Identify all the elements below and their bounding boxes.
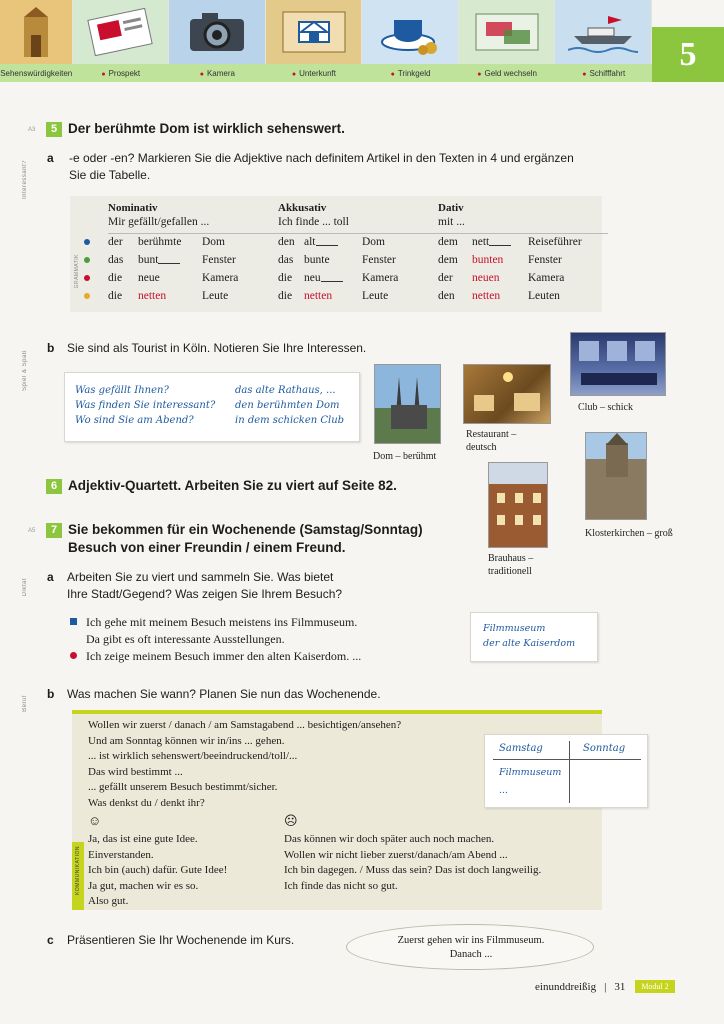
task-5b-instruction: Sie sind als Tourist in Köln. Notieren Sie Ihre Interessen. — [67, 341, 367, 355]
column-header-nominativ: Nominativ — [108, 201, 158, 214]
boat-trip-illustration — [555, 0, 652, 64]
category-caption: Sehenswürdigkeiten — [0, 68, 73, 78]
task-7c-instruction-block — [47, 932, 294, 949]
negative-phrases: Das können wir doch später auch noch machen. Wollen wir nicht lieber zuerst/danach/am Abend ... Ich bin dagegen. / Muss das sein? Das ist doch langweilig. Ich finde das nicht so gut. — [284, 833, 542, 892]
tip-illustration — [362, 0, 459, 64]
task-5a-instruction: -e oder -en? Markieren Sie die Adjektive nach definitem Artikel in den Texten in 4 und ergänzen Sie die Tabelle. — [69, 151, 574, 182]
grammar-table — [84, 200, 608, 305]
category-caption: ● Geld wechseln — [477, 68, 537, 78]
grammar-tag: GRAMMATIK — [74, 254, 80, 289]
task-7-title-line1: Sie bekommen für ein Wochenende (Samstag/Sonntag) — [68, 522, 423, 537]
sights-illustration — [0, 0, 73, 64]
task-number-badge: 5 — [46, 122, 62, 137]
subtask-label: a — [47, 570, 54, 584]
task-7b-instruction-block — [47, 686, 381, 703]
task-6-heading — [46, 478, 397, 494]
fill-blank[interactable] — [316, 236, 338, 246]
task-7c-instruction: Präsentieren Sie Ihr Wochenende im Kurs. — [67, 933, 295, 947]
table-row: die neue Kamera die neu Kamera der neuen Kamera — [84, 269, 608, 287]
schedule-divider — [493, 759, 641, 760]
speech-bubble — [346, 924, 594, 970]
column-header-akkusativ: Akkusativ — [278, 201, 327, 214]
margin-reference: A5 — [28, 528, 36, 534]
planning-phrases: Wollen wir zuerst / danach / am Samstagabend ... besichtigen/ansehen? Und am Sonntag können wir in/ins ... gehen. ... ist wirklich sehenswert/beeindruckend/toll/... Das wird bestimmt ... ... gefällt unserem Besuch bestimmt/sicher. Was denkst du / denkt ihr? — [88, 719, 402, 809]
category-caption: ● Schifffahrt — [582, 68, 626, 78]
note-questions: Was gefällt Ihnen? Was finden Sie interessant? Wo sind Sie am Abend? — [75, 385, 216, 426]
task-7-heading — [46, 521, 423, 557]
weekend-schedule-note — [484, 734, 648, 808]
speech-bubble-text: Zuerst gehen wir ins Filmmuseum. Danach ... — [397, 935, 545, 960]
module-tag: Modul 2 — [635, 980, 674, 993]
club-photo — [570, 332, 666, 396]
subtask-label: b — [47, 687, 55, 701]
fill-blank[interactable] — [321, 272, 343, 282]
subtask-label: c — [47, 933, 54, 947]
accommodation-illustration — [266, 0, 363, 64]
fill-blank[interactable] — [489, 236, 511, 246]
photo-caption: Club – schick — [578, 402, 633, 413]
plural-dot-icon — [84, 293, 90, 299]
task-7a-instruction-block — [47, 569, 342, 603]
task-6-title: Adjektiv-Quartett. Arbeiten Sie zu viert auf Seite 82. — [68, 478, 397, 493]
table-row: die netten Leute die netten Leute den netten Leuten — [84, 287, 608, 305]
task-number-badge: 7 — [46, 523, 62, 538]
schedule-divider — [569, 741, 570, 803]
chapter-number-badge: 5 — [652, 27, 724, 82]
task-number-badge: 6 — [46, 479, 62, 494]
side-tag: Diktat — [22, 578, 28, 597]
example-sentences: Ich gehe mit meinem Besuch meistens ins Filmmuseum. Da gibt es oft interessante Ausstellungen. Ich zeige meinem Besuch immer den alten Kaiserdom. ... — [70, 614, 361, 665]
category-caption: ● Prospekt — [101, 68, 141, 78]
positive-phrases: Ja, das ist eine gute Idee. Einverstanden. Ich bin (auch) dafür. Gute Idee! Ja gut, machen wir es so. Also gut. — [88, 833, 228, 907]
photo-caption: Dom – berühmt — [373, 451, 437, 462]
table-row: das bunt Fenster das bunte Fenster dem bunten Fenster — [84, 251, 608, 269]
task-5a-instruction-block — [47, 150, 587, 182]
side-tag: Interessant? — [22, 160, 28, 200]
square-bullet-icon — [70, 618, 77, 625]
column-subheader: mit ... — [438, 215, 608, 233]
camera-illustration — [169, 0, 266, 64]
feminine-dot-icon — [84, 275, 90, 281]
footer-separator: | — [604, 980, 607, 993]
side-tag: Beruf — [22, 695, 28, 712]
header-image-strip — [0, 0, 652, 64]
task-7a-line2: Ihre Stadt/Gegend? Was zeigen Sie Ihrem Besuch? — [67, 587, 343, 601]
table-row: der berühmte Dom den alt Dom dem nett Reiseführer — [84, 233, 608, 251]
neuter-dot-icon — [84, 257, 90, 263]
photo-caption: Klosterkirchen – groß — [585, 528, 673, 539]
bullet-icon: ● — [291, 70, 297, 78]
money-exchange-illustration — [459, 0, 556, 64]
interests-note — [64, 372, 360, 442]
column-subheader: Mir gefällt/gefallen ... — [108, 215, 278, 233]
page-number: 31 — [614, 980, 626, 993]
side-tag: Spiel & Spaß — [22, 350, 28, 392]
bullet-icon: ● — [582, 70, 587, 78]
subtask-label: a — [47, 151, 54, 165]
page-number-word: einunddreißig — [535, 980, 597, 993]
masculine-dot-icon — [84, 239, 90, 245]
brochure-illustration — [73, 0, 170, 64]
cologne-cathedral-photo — [374, 364, 441, 444]
task-5-title: Der berühmte Dom ist wirklich sehenswert. — [68, 121, 345, 136]
column-subheader: Ich finde ... toll — [278, 215, 438, 233]
category-caption-row — [0, 64, 652, 82]
fill-blank[interactable] — [158, 254, 180, 264]
task-5b-instruction-block — [47, 340, 366, 357]
subtask-label: b — [47, 341, 55, 355]
bullet-icon: ● — [101, 70, 106, 78]
task-7a-line1: Arbeiten Sie zu viert und sammeln Sie. Was bietet — [67, 570, 334, 584]
schedule-entry: ... — [499, 785, 509, 796]
bullet-icon: ● — [390, 70, 395, 78]
task-5-heading — [46, 121, 345, 137]
margin-reference: A3 — [28, 127, 36, 133]
schedule-col-sunday: Sonntag — [583, 743, 626, 754]
brauhaus-photo — [488, 462, 548, 548]
round-bullet-icon — [70, 652, 77, 659]
task-7b-instruction: Was machen Sie wann? Planen Sie nun das Wochenende. — [67, 687, 381, 701]
category-caption: ● Kamera — [199, 68, 235, 78]
collection-note: Filmmuseum der alte Kaiserdom — [470, 612, 598, 662]
bullet-icon: ● — [199, 70, 204, 78]
photo-caption: Brauhaus – traditionell — [488, 553, 534, 577]
restaurant-photo — [463, 364, 551, 424]
category-caption: ● Trinkgeld — [390, 68, 431, 78]
note-answers: das alte Rathaus, ... den berühmten Dom in dem schicken Club — [235, 385, 345, 426]
bullet-icon: ● — [477, 70, 482, 78]
category-caption: ● Unterkunft — [291, 68, 336, 78]
schedule-entry: Filmmuseum — [499, 767, 562, 778]
happy-face-icon: ☺ — [88, 813, 102, 828]
page-footer — [535, 980, 675, 993]
photo-caption: Restaurant – deutsch — [466, 429, 517, 453]
sad-face-icon: ☹ — [284, 813, 298, 828]
communication-tag: KOMMUNIKATION — [75, 846, 81, 895]
task-7-title-line2: Besuch von einer Freundin / einem Freund. — [68, 540, 346, 555]
schedule-col-saturday: Samstag — [499, 743, 543, 754]
column-header-dativ: Dativ — [438, 201, 464, 214]
monastery-church-photo — [585, 432, 647, 520]
